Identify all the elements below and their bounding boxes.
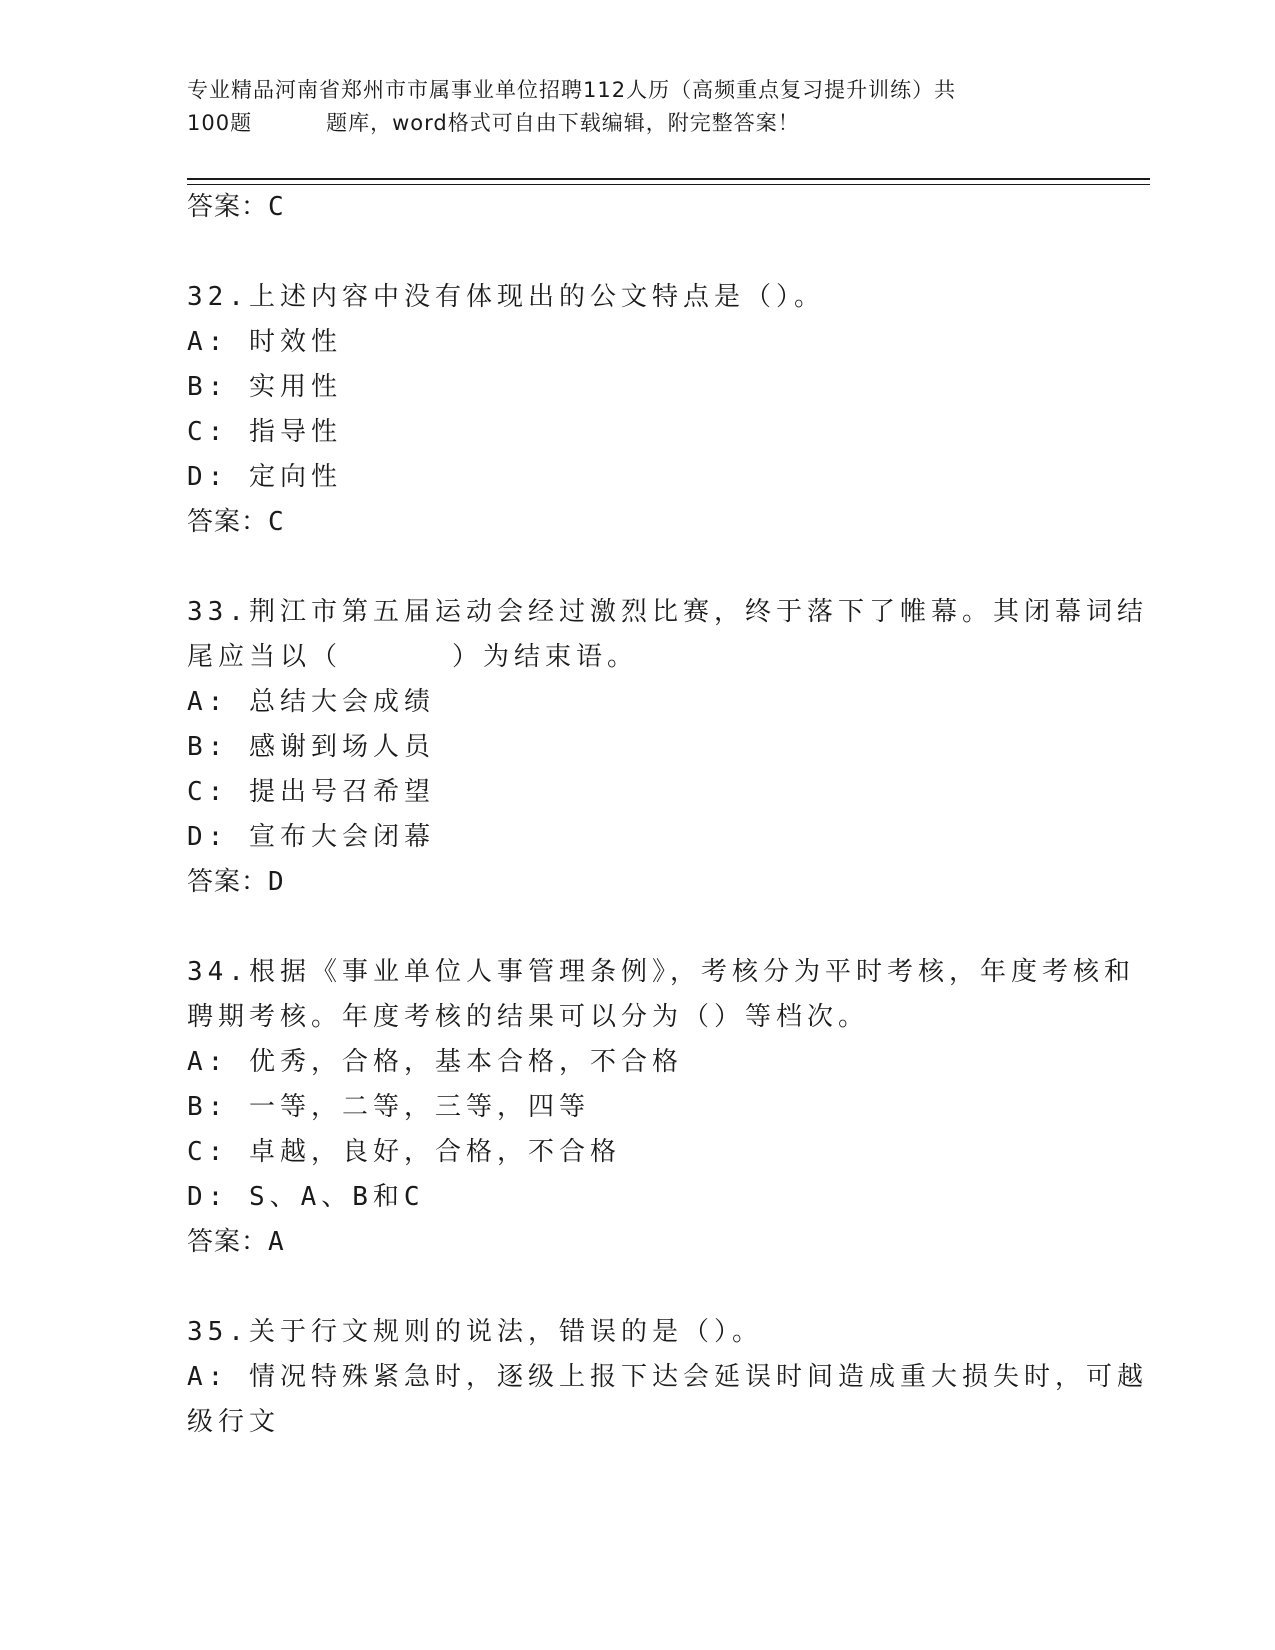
option-c: C: 卓越，良好，合格，不合格	[187, 1137, 621, 1167]
header-line-2-right: 题库，word格式可自由下载编辑，附完整答案！	[326, 111, 800, 135]
question-stem: 34.根据《事业单位人事管理条例》，考核分为平时考核，年度考核和	[187, 957, 1135, 987]
answer-line	[187, 1220, 285, 1265]
answer-label: 答案：	[187, 507, 269, 537]
answer-label: 答案：	[187, 192, 269, 222]
answer-label: 答案：	[187, 867, 269, 897]
option-c: C: 提出号召希望	[187, 777, 435, 807]
option-d: D: 定向性	[187, 462, 342, 492]
option-c: C: 指导性	[187, 417, 342, 447]
answer-line	[187, 860, 285, 905]
answer-value: A	[268, 1227, 285, 1257]
option-a: A: 时效性	[187, 327, 342, 357]
option-d: D: S、A、B和C	[187, 1182, 425, 1212]
option-a: A: 优秀，合格，基本合格，不合格	[187, 1047, 683, 1077]
question-stem-continued: 聘期考核。年度考核的结果可以分为（）等档次。	[187, 1002, 870, 1032]
header-divider-thick	[187, 178, 1150, 180]
option-d: D: 宣布大会闭幕	[187, 822, 435, 852]
option-a: A: 总结大会成绩	[187, 687, 435, 717]
answer-value: C	[268, 507, 285, 537]
answer-line	[187, 185, 285, 230]
question-stem: 35.关于行文规则的说法，错误的是（）。	[187, 1317, 763, 1347]
answer-line	[187, 500, 285, 545]
header-divider-thin	[187, 184, 1150, 185]
option-b: B: 一等，二等，三等，四等	[187, 1092, 590, 1122]
option-b: B: 感谢到场人员	[187, 732, 435, 762]
stem-after-blank: ）为结束语。	[452, 642, 639, 672]
answer-value: D	[268, 867, 285, 897]
answer-label: 答案：	[187, 1227, 269, 1257]
option-a-continued: 级行文	[187, 1407, 281, 1437]
question-stem-continued	[187, 635, 638, 680]
header-line-1: 专业精品河南省郑州市市属事业单位招聘112人历（高频重点复习提升训练）共	[187, 78, 957, 102]
option-a: A: 情况特殊紧急时，逐级上报下达会延误时间造成重大损失时，可越	[187, 1362, 1148, 1392]
page-header	[187, 74, 1087, 140]
header-line-2	[187, 107, 1087, 140]
question-stem: 33.荆江市第五届运动会经过激烈比赛，终于落下了帷幕。其闭幕词结	[187, 597, 1148, 627]
answer-value: C	[268, 192, 285, 222]
question-stem: 32.上述内容中没有体现出的公文特点是（）。	[187, 282, 825, 312]
option-b: B: 实用性	[187, 372, 342, 402]
stem-before-blank: 尾应当以（	[187, 642, 343, 672]
header-line-2-left: 100题	[187, 111, 253, 135]
